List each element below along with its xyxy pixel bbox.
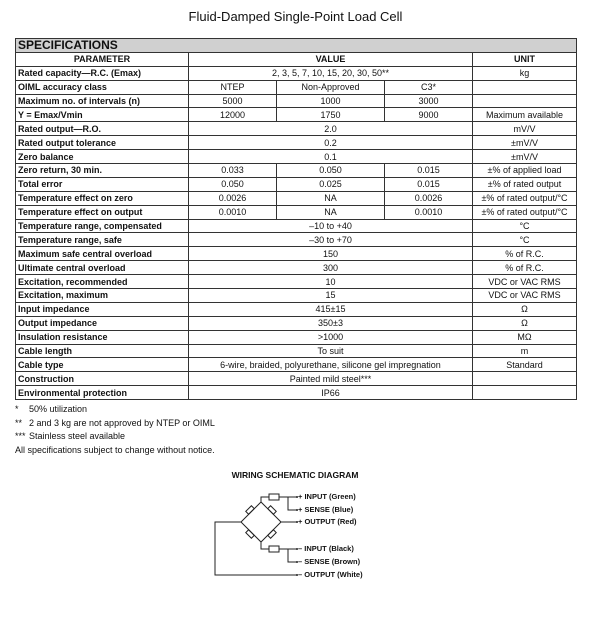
bridge-diamond: [241, 502, 281, 542]
value-cell: 5000: [189, 94, 277, 108]
table-row: [16, 316, 577, 330]
value-cell: 12000: [189, 108, 277, 122]
value-cell: –10 to +40: [189, 219, 473, 233]
value-cell: 9000: [385, 108, 473, 122]
unit-cell: [473, 386, 577, 400]
table-row: [16, 358, 577, 372]
value-cell: 15: [189, 289, 473, 303]
parameter-cell: Temperature range, compensated: [16, 219, 189, 233]
footnote-text: 2 and 3 kg are not approved by NTEP or OIML: [29, 417, 215, 428]
value-cell: IP66: [189, 386, 473, 400]
value-cell: 1000: [277, 94, 385, 108]
parameter-cell: Zero return, 30 min.: [16, 164, 189, 178]
footnote: [15, 403, 215, 417]
parameter-cell: Excitation, recommended: [16, 275, 189, 289]
table-row: [16, 205, 577, 219]
wiring-schematic-title: WIRING SCHEMATIC DIAGRAM: [231, 470, 359, 480]
value-header: VALUE: [189, 52, 473, 66]
unit-cell: ±mV/V: [473, 136, 577, 150]
wire-plus-input: + INPUT (Green): [298, 492, 356, 501]
unit-cell: °C: [473, 219, 577, 233]
parameter-cell: Zero balance: [16, 150, 189, 164]
value-cell: 0.0026: [189, 191, 277, 205]
parameter-cell: Maximum safe central overload: [16, 247, 189, 261]
table-row: [16, 94, 577, 108]
table-row: [16, 136, 577, 150]
footnote: [15, 430, 215, 444]
value-cell: Painted mild steel***: [189, 372, 473, 386]
parameter-cell: Ultimate central overload: [16, 261, 189, 275]
parameter-cell: Maximum no. of intervals (n): [16, 94, 189, 108]
footnote-text: Stainless steel available: [29, 431, 126, 441]
value-cell: 415±15: [189, 302, 473, 316]
unit-cell: °C: [473, 233, 577, 247]
wire-minus-input: – INPUT (Black): [298, 544, 354, 553]
value-cell: 1750: [277, 108, 385, 122]
unit-cell: MΩ: [473, 330, 577, 344]
unit-cell: m: [473, 344, 577, 358]
table-row: [16, 177, 577, 191]
unit-cell: VDC or VAC RMS: [473, 275, 577, 289]
value-cell: 0.025: [277, 177, 385, 191]
value-cell: 2.0: [189, 122, 473, 136]
unit-cell: Standard: [473, 358, 577, 372]
table-row: [16, 261, 577, 275]
parameter-cell: Insulation resistance: [16, 330, 189, 344]
unit-header: UNIT: [473, 52, 577, 66]
specifications-table: [15, 38, 577, 400]
value-cell: –30 to +70: [189, 233, 473, 247]
unit-cell: ±% of rated output: [473, 177, 577, 191]
parameter-cell: Construction: [16, 372, 189, 386]
table-row: [16, 219, 577, 233]
parameter-cell: Excitation, maximum: [16, 289, 189, 303]
unit-cell: mV/V: [473, 122, 577, 136]
wire-minus-output: – OUTPUT (White): [298, 570, 363, 579]
column-header-row: [16, 52, 577, 66]
specifications-heading-row: [16, 39, 577, 53]
parameter-cell: Cable length: [16, 344, 189, 358]
wiring-schematic: [205, 470, 385, 585]
unit-cell: Ω: [473, 302, 577, 316]
table-row: [16, 372, 577, 386]
table-row: [16, 302, 577, 316]
table-row: [16, 233, 577, 247]
parameter-cell: OIML accuracy class: [16, 80, 189, 94]
unit-cell: Ω: [473, 316, 577, 330]
footnote-mark: **: [15, 417, 23, 428]
value-cell: NA: [277, 191, 385, 205]
unit-cell: VDC or VAC RMS: [473, 289, 577, 303]
value-cell: 3000: [385, 94, 473, 108]
table-row: [16, 164, 577, 178]
value-cell: 0.0026: [385, 191, 473, 205]
value-cell: 0.2: [189, 136, 473, 150]
value-cell: C3*: [385, 80, 473, 94]
wire-minus-sense: – SENSE (Brown): [298, 557, 361, 566]
parameter-cell: Rated output—R.O.: [16, 122, 189, 136]
footnote-text: 50% utilization: [29, 404, 88, 414]
footnotes: [15, 403, 215, 457]
table-row: [16, 330, 577, 344]
table-row: [16, 386, 577, 400]
footnote-text: All specifications subject to change without notice.: [15, 444, 215, 455]
unit-cell: [473, 94, 577, 108]
unit-cell: [473, 80, 577, 94]
value-cell: 0.033: [189, 164, 277, 178]
value-cell: >1000: [189, 330, 473, 344]
value-cell: 0.0010: [189, 205, 277, 219]
value-cell: 150: [189, 247, 473, 261]
specifications-heading: SPECIFICATIONS: [16, 39, 577, 53]
table-row: [16, 191, 577, 205]
parameter-cell: Environmental protection: [16, 386, 189, 400]
unit-cell: [473, 372, 577, 386]
unit-cell: % of R.C.: [473, 261, 577, 275]
wire-plus-output: + OUTPUT (Red): [298, 517, 357, 526]
value-cell: 0.015: [385, 177, 473, 191]
unit-cell: % of R.C.: [473, 247, 577, 261]
value-cell: 0.050: [277, 164, 385, 178]
footnote: [15, 444, 215, 458]
parameter-cell: Temperature effect on output: [16, 205, 189, 219]
value-cell: 300: [189, 261, 473, 275]
value-cell: 0.015: [385, 164, 473, 178]
value-cell: NTEP: [189, 80, 277, 94]
parameter-cell: Output impedance: [16, 316, 189, 330]
table-row: [16, 122, 577, 136]
table-row: [16, 80, 577, 94]
value-cell: 6-wire, braided, polyurethane, silicone gel impregnation: [189, 358, 473, 372]
value-cell: 10: [189, 275, 473, 289]
value-cell: To suit: [189, 344, 473, 358]
footnote-mark: *: [15, 404, 19, 414]
parameter-cell: Temperature range, safe: [16, 233, 189, 247]
table-row: [16, 108, 577, 122]
wire-plus-sense: + SENSE (Blue): [298, 505, 354, 514]
parameter-cell: Cable type: [16, 358, 189, 372]
unit-cell: ±mV/V: [473, 150, 577, 164]
parameter-header: PARAMETER: [16, 52, 189, 66]
parameter-cell: Temperature effect on zero: [16, 191, 189, 205]
table-row: [16, 275, 577, 289]
document-title: Fluid-Damped Single-Point Load Cell: [188, 9, 403, 24]
value-cell: 0.050: [189, 177, 277, 191]
value-cell: 0.0010: [385, 205, 473, 219]
unit-cell: ±% of rated output/°C: [473, 205, 577, 219]
footnote-mark: ***: [15, 431, 26, 441]
value-cell: 0.1: [189, 150, 473, 164]
parameter-cell: Input impedance: [16, 302, 189, 316]
parameter-cell: Rated output tolerance: [16, 136, 189, 150]
unit-cell: Maximum available: [473, 108, 577, 122]
value-cell: NA: [277, 205, 385, 219]
parameter-cell: Rated capacity—R.C. (Emax): [16, 66, 189, 80]
parameter-cell: Y = Emax/Vmin: [16, 108, 189, 122]
parameter-cell: Total error: [16, 177, 189, 191]
table-row: [16, 247, 577, 261]
value-cell: Non-Approved: [277, 80, 385, 94]
table-row: [16, 66, 577, 80]
table-row: [16, 289, 577, 303]
unit-cell: ±% of applied load: [473, 164, 577, 178]
footnote: [15, 417, 215, 431]
value-cell: 2, 3, 5, 7, 10, 15, 20, 30, 50**: [189, 66, 473, 80]
unit-cell: ±% of rated output/°C: [473, 191, 577, 205]
table-row: [16, 150, 577, 164]
value-cell: 350±3: [189, 316, 473, 330]
unit-cell: kg: [473, 66, 577, 80]
wiring-diagram-graphic: [205, 470, 385, 585]
table-row: [16, 344, 577, 358]
